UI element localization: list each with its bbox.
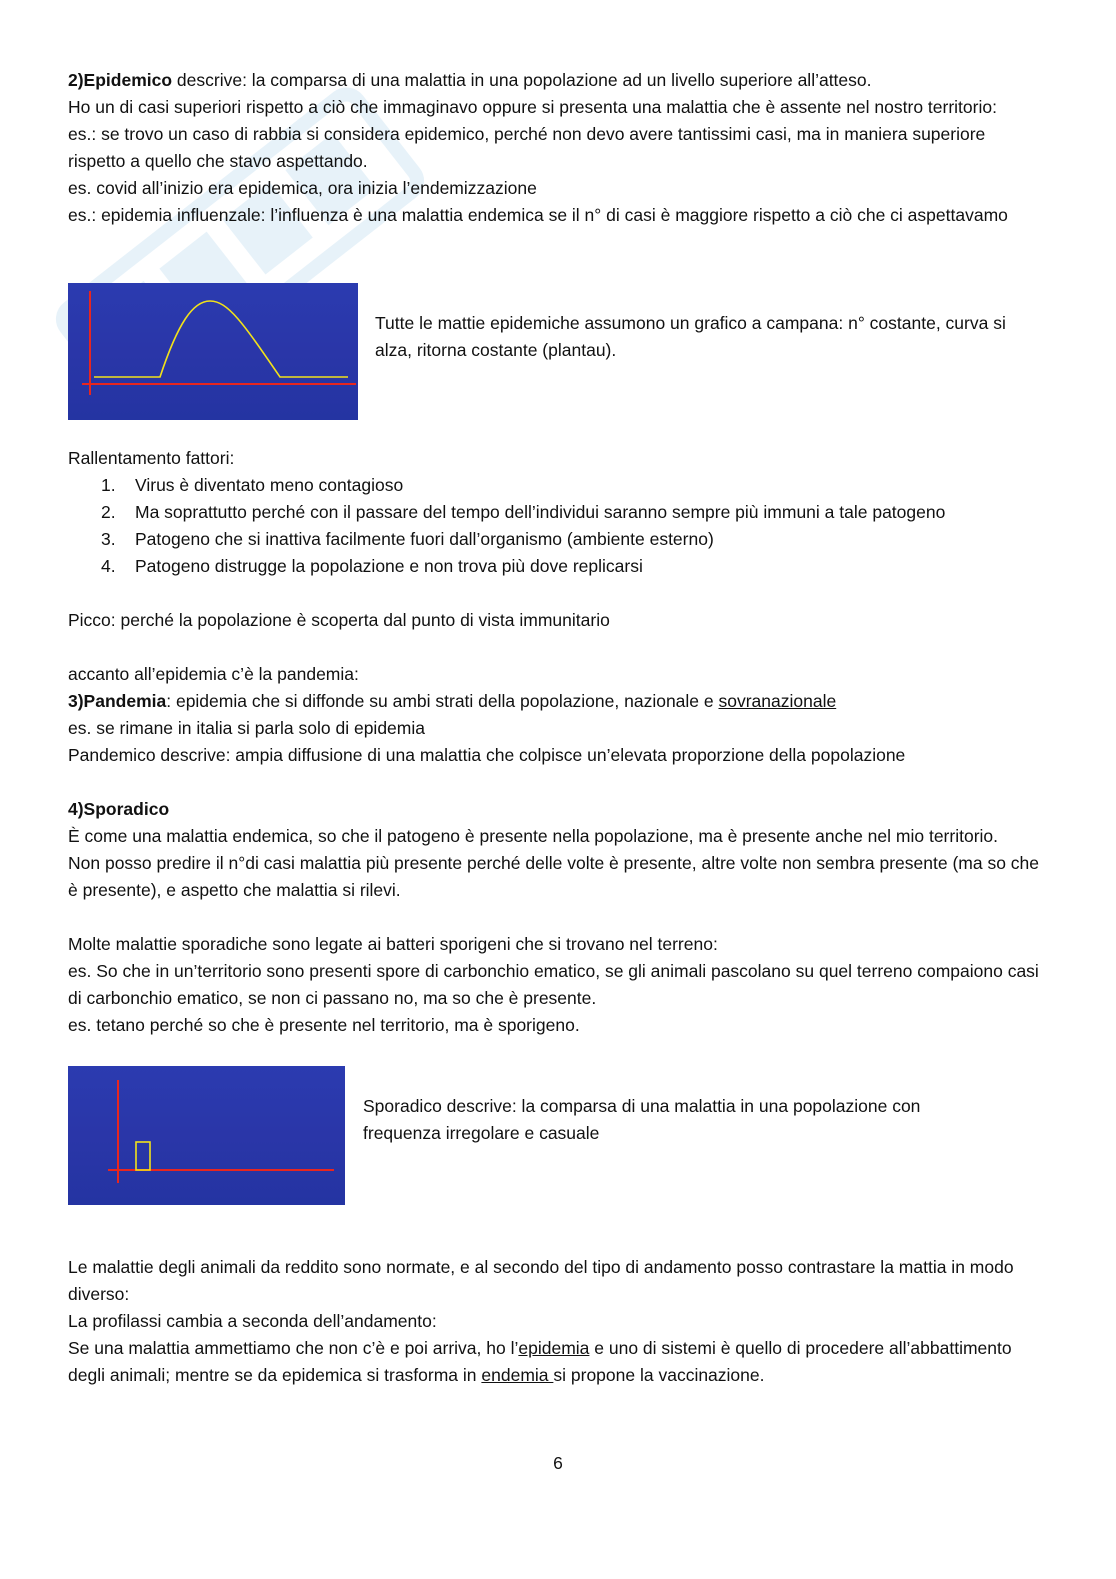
epidemico-p2: es.: se trovo un caso di rabbia si considera epidemico, perché non devo avere tantissimi casi, ma in maniera superiore rispetto a quello che stavo aspettando. bbox=[68, 124, 986, 171]
sporadico-p2: Non posso predire il n°di casi malattia più presente perché delle volte è presente, altre volte non sembra presente (ma so che è presente), e aspetto che malattia si rilevi. bbox=[68, 853, 1040, 900]
endemia-term: endemia bbox=[481, 1365, 554, 1385]
sporadic-case-bar bbox=[136, 1142, 150, 1170]
list-number: 4. bbox=[101, 556, 116, 576]
conclusione-p1: Le malattie degli animali da reddito sono normate, e al secondo del tipo di andamento posso contrastare la mattia in modo diverso: bbox=[68, 1257, 1014, 1304]
epidemico-heading-line bbox=[68, 67, 1043, 94]
list-number: 1. bbox=[101, 475, 116, 495]
pandemia-section bbox=[68, 661, 1043, 769]
list-item bbox=[68, 472, 1043, 499]
sporadic-figure-caption: Sporadico descrive: la comparsa di una malattia in una popolazione con frequenza irregolare e casuale bbox=[363, 1096, 921, 1143]
pandemia-heading: 3)Pandemia bbox=[68, 691, 167, 711]
rallentamento-title: Rallentamento fattori: bbox=[68, 448, 235, 468]
pandemia-underlined-term: sovranazionale bbox=[718, 691, 837, 711]
picco-text: Picco: perché la popolazione è scoperta dal punto di vista immunitario bbox=[68, 610, 610, 630]
sporadico-p3: Molte malattie sporadiche sono legate ai batteri sporigeni che si trovano nel terreno: bbox=[68, 934, 718, 954]
list-number: 3. bbox=[101, 529, 116, 549]
epidemico-heading: 2)Epidemico bbox=[68, 70, 173, 90]
list-item bbox=[68, 499, 1043, 526]
bell-curve bbox=[94, 301, 348, 377]
epidemico-p3: es. covid all’inizio era epidemica, ora inizia l’endemizzazione bbox=[68, 178, 537, 198]
conclusione-p3-part: Se una malattia ammettiamo che non c’è e poi arriva, ho l’ bbox=[68, 1338, 519, 1358]
pandemia-intro: accanto all’epidemia c’è la pandemia: bbox=[68, 664, 359, 684]
epidemico-definition: descrive: la comparsa di una malattia in una popolazione ad un livello superiore all’atteso. bbox=[172, 70, 872, 90]
sporadico-heading-line bbox=[68, 796, 1043, 823]
conclusione-p3-part: e uno di sistemi è quello di procedere all’abbattimento degli animali; mentre se da epidemica si trasforma in bbox=[68, 1338, 1012, 1385]
epidemico-section bbox=[68, 67, 1043, 229]
epidemic-curve-figure bbox=[68, 283, 358, 420]
list-text: Virus è diventato meno contagioso bbox=[135, 475, 404, 495]
conclusione-p3 bbox=[68, 1335, 1043, 1389]
list-text: Ma soprattutto perché con il passare del tempo dell’individui saranno sempre più immuni a tale patogeno bbox=[135, 502, 946, 522]
list-item bbox=[68, 553, 1043, 580]
list-text: Patogeno distrugge la popolazione e non trova più dove replicarsi bbox=[135, 556, 643, 576]
list-text: Patogeno che si inattiva facilmente fuori dall’organismo (ambiente esterno) bbox=[135, 529, 714, 549]
conclusione-p2: La profilassi cambia a seconda dell’andamento: bbox=[68, 1311, 437, 1331]
page-number: 6 bbox=[553, 1453, 563, 1473]
list-item bbox=[68, 526, 1043, 553]
sporadic-figure bbox=[68, 1066, 345, 1205]
epidemia-term: epidemia bbox=[518, 1338, 590, 1358]
epidemic-figure-caption: Tutte le mattie epidemiche assumono un grafico a campana: n° costante, curva si alza, ritorna costante (plantau). bbox=[375, 313, 1006, 360]
pandemia-p2: Pandemico descrive: ampia diffusione di una malattia che colpisce un’elevata proporzione della popolazione bbox=[68, 745, 906, 765]
pandemia-definition: : epidemia che si diffonde su ambi strati della popolazione, nazionale e bbox=[166, 691, 719, 711]
sporadico-p1: È come una malattia endemica, so che il patogeno è presente nella popolazione, ma è presente anche nel mio territorio. bbox=[68, 826, 999, 846]
sporadico-section bbox=[68, 796, 1043, 1039]
spacer bbox=[68, 904, 1043, 931]
conclusione-p3-part: si propone la vaccinazione. bbox=[553, 1365, 765, 1385]
epidemico-p1: Ho un di casi superiori rispetto a ciò che immaginavo oppure si presenta una malattia che è assente nel nostro territorio: bbox=[68, 97, 997, 117]
conclusione-section bbox=[68, 1254, 1043, 1389]
sporadico-heading: 4)Sporadico bbox=[68, 799, 170, 819]
sporadico-p4: es. So che in un’territorio sono presenti spore di carbonchio ematico, se gli animali pascolano su quel terreno compaiono casi di carbonchio ematico, se non ci passano no, ma so che è presente. bbox=[68, 961, 1039, 1008]
epidemic-curve-chart bbox=[68, 283, 358, 420]
picco-paragraph bbox=[68, 607, 1043, 634]
rallentamento-section bbox=[68, 445, 1043, 580]
pandemia-p1: es. se rimane in italia si parla solo di epidemia bbox=[68, 718, 425, 738]
pandemia-heading-line bbox=[68, 688, 1043, 715]
sporadic-chart bbox=[68, 1066, 345, 1205]
list-number: 2. bbox=[101, 502, 116, 522]
epidemico-p4: es.: epidemia influenzale: l’influenza è una malattia endemica se il n° di casi è maggiore rispetto a ciò che ci aspettavamo bbox=[68, 205, 1008, 225]
sporadico-p5: es. tetano perché so che è presente nel territorio, ma è sporigeno. bbox=[68, 1015, 580, 1035]
rallentamento-list bbox=[68, 472, 1043, 580]
